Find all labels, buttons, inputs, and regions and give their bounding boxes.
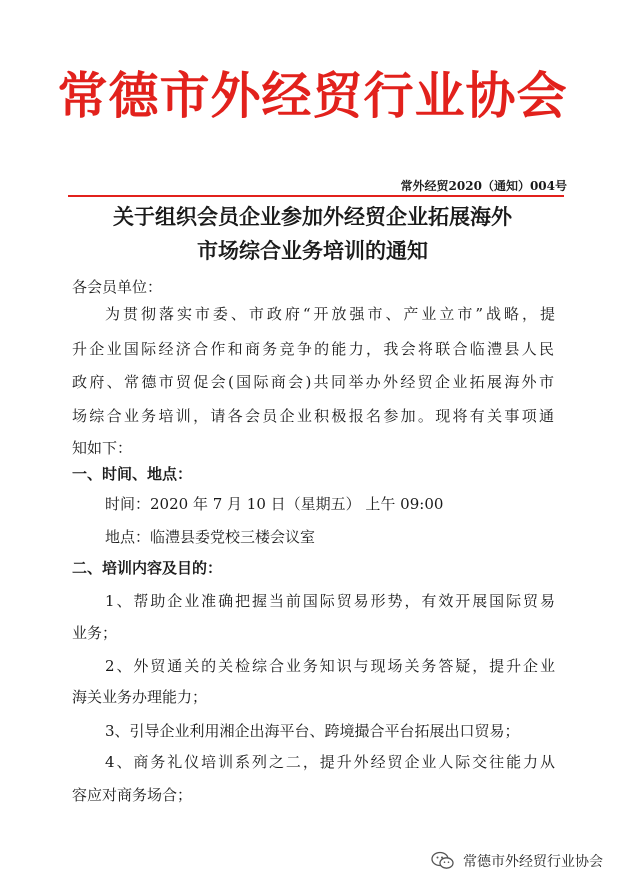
section-heading-training-content: 二、培训内容及目的： <box>72 559 223 577</box>
training-item-3: 3、引导企业利用湘企出海平台、跨境撮合平台拓展出口贸易； <box>105 722 520 740</box>
meeting-time: 时间：2020 年 7 月 10 日（星期五） 上午 09:00 <box>105 495 444 513</box>
masthead-org-name: 常德市外经贸行业协会 <box>57 67 568 125</box>
notice-title-line-1: 关于组织会员企业参加外经贸企业拓展海外 <box>113 204 512 229</box>
intro-paragraph-line: 为贯彻落实市委、市政府“开放强市、产业立市”战略，提 <box>105 305 555 323</box>
wechat-account-name: 常德市外经贸行业协会 <box>463 854 603 870</box>
intro-paragraph-line: 政府、常德市贸促会(国际商会)共同举办外经贸企业拓展海外市 <box>72 373 554 391</box>
intro-paragraph-line: 知如下： <box>72 439 133 457</box>
training-item-4: 4、商务礼仪培训系列之二，提升外经贸企业人际交往能力从 <box>105 753 555 771</box>
document-number: 常外经贸2020（通知）004号 <box>400 179 567 193</box>
salutation: 各会员单位： <box>72 278 163 296</box>
section-heading-time-place: 一、时间、地点： <box>72 465 193 483</box>
wechat-icon <box>431 851 455 871</box>
intro-paragraph-line: 场综合业务培训，请各会员企业积极报名参加。现将有关事项通 <box>72 407 554 425</box>
training-item-1: 1、帮助企业准确把握当前国际贸易形势，有效开展国际贸易 <box>105 592 555 610</box>
wechat-account-watermark <box>431 851 603 871</box>
red-divider-line <box>68 195 564 197</box>
training-item-1-cont: 业务； <box>72 624 118 642</box>
notice-title-line-2: 市场综合业务培训的通知 <box>197 238 428 263</box>
training-item-2-cont: 海关业务办理能力； <box>72 688 208 706</box>
training-item-2: 2、外贸通关的关检综合业务知识与现场关务答疑，提升企业 <box>105 657 555 675</box>
intro-paragraph-line: 升企业国际经济合作和商务竞争的能力，我会将联合临澧县人民 <box>72 340 554 358</box>
training-item-4-cont: 容应对商务场合； <box>72 786 193 804</box>
meeting-place: 地点：临澧县委党校三楼会议室 <box>105 528 316 546</box>
